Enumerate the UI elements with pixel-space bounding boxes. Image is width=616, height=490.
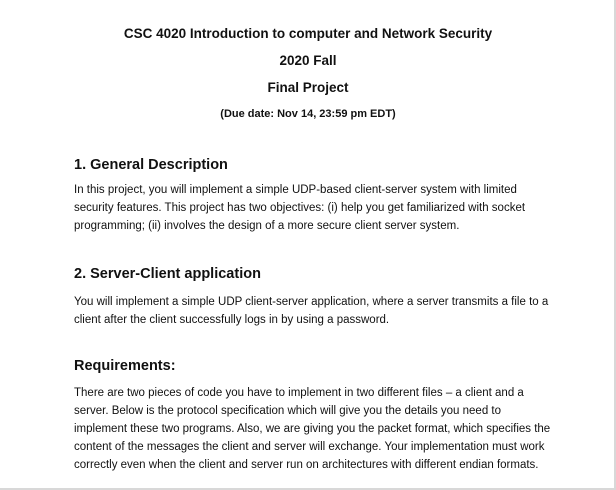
paragraph-line: security features. This project has two objectives: (i) help you get familiarized with socket [74,202,526,214]
paragraph-line: client after the client successfully logs in by using a password. [74,314,390,326]
server-client-heading: 2. Server-Client application [74,266,261,282]
requirements-heading: Requirements: [74,358,176,374]
requirements-paragraph [74,384,574,474]
term-title: 2020 Fall [279,53,337,68]
paragraph-line: You will implement a simple UDP client-server application, where a server transmits a file to a [74,296,549,308]
server-client-paragraph [74,293,574,329]
general-description-paragraph [74,181,574,235]
due-date: (Due date: Nov 14, 23:59 pm EDT) [220,108,396,120]
paragraph-line: There are two pieces of code you have to implement in two different files – a client and a [74,387,524,399]
paragraph-line: implement these two programs. Also, we are giving you the packet format, which specifies the [74,423,551,435]
paragraph-line: server. Below is the protocol specification which will give you the details you need to [74,405,502,417]
course-title: CSC 4020 Introduction to computer and Network Security [123,26,493,41]
paragraph-line: correctly even when the client and server run on architectures with different endian formats. [74,459,539,471]
general-description-heading: 1. General Description [74,157,228,173]
project-title: Final Project [267,80,349,95]
paragraph-line: In this project, you will implement a simple UDP-based client-server system with limited [74,184,517,196]
paragraph-line: programming; (ii) involves the design of a more secure client server system. [74,220,460,232]
paragraph-line: content of the messages the client and server will exchange. Your implementation must work [74,441,545,453]
